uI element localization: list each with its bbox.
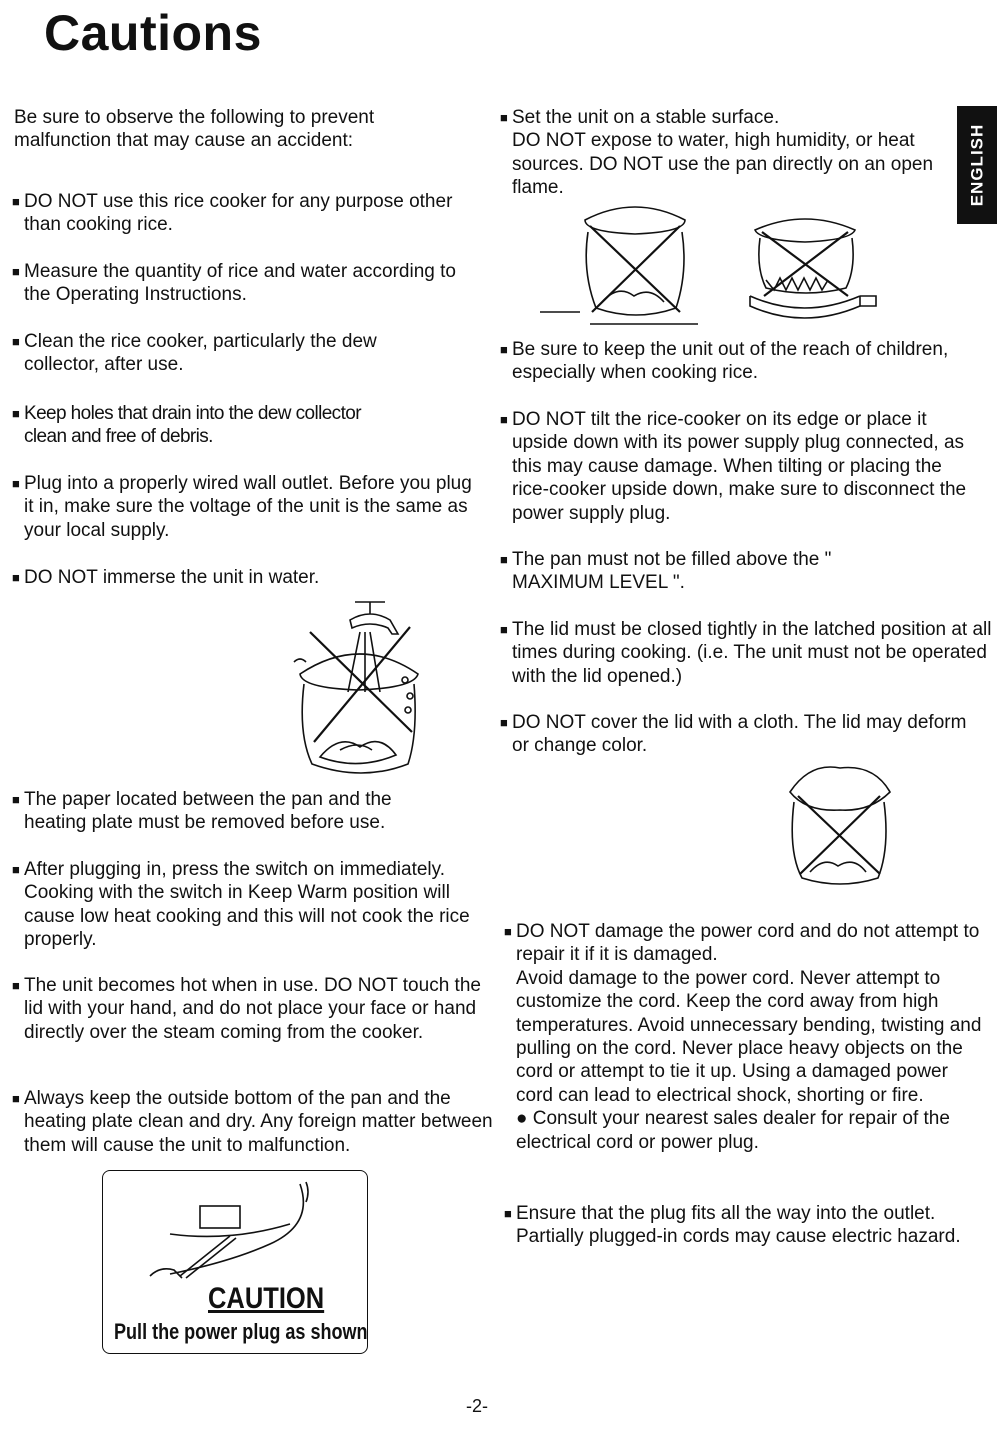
cooker-in-water-illustration bbox=[280, 592, 440, 782]
item-text: The paper located between the pan and the heating plate must be removed before use. bbox=[24, 789, 392, 834]
list-item bbox=[12, 974, 484, 1044]
bullet-icon: ■ bbox=[500, 622, 508, 637]
bullet-icon: ■ bbox=[12, 264, 20, 279]
item-text: DO NOT cover the lid with a cloth. The lid may deform or change color. bbox=[512, 712, 967, 757]
item-text: The lid must be closed tightly in the latched position at all times during cooking. (i.e. The unit must not be operated with the lid opened.) bbox=[512, 619, 992, 687]
list-item bbox=[500, 548, 872, 595]
bullet-icon: ■ bbox=[12, 978, 20, 993]
list-item bbox=[500, 106, 952, 200]
item-text: DO NOT tilt the rice-cooker on its edge or place it upside down with its power supply plug connected, as this may cause damage. When tilting or placing the rice-cooker upside down, make sure to disconnect the power supply plug. bbox=[512, 409, 967, 524]
item-text: Be sure to keep the unit out of the reach of children, especially when cooking rice. bbox=[512, 339, 949, 384]
intro-text: Be sure to observe the following to prevent malfunction that may cause an accident: bbox=[14, 107, 375, 152]
unstable-surface-illustration bbox=[540, 200, 890, 330]
item-text: Plug into a properly wired wall outlet. Before you plug it in, make sure the voltage of the unit is the same as your local supply. bbox=[24, 473, 472, 541]
list-item bbox=[504, 920, 986, 1154]
bullet-icon: ■ bbox=[500, 110, 508, 125]
language-tab-label: ENGLISH bbox=[967, 123, 986, 207]
list-item bbox=[12, 472, 474, 542]
bullet-icon: ■ bbox=[12, 194, 20, 209]
caution-heading: CAUTION bbox=[208, 1282, 325, 1315]
bullet-icon: ■ bbox=[12, 792, 20, 807]
list-item bbox=[12, 858, 489, 952]
item-text: DO NOT use this rice cooker for any purpose other than cooking rice. bbox=[24, 191, 453, 236]
item-heading: Set the unit on a stable surface. bbox=[512, 107, 780, 128]
item-subtext: ● Consult your nearest sales dealer for repair of the electrical cord or power plug. bbox=[516, 1108, 950, 1153]
language-tab bbox=[957, 106, 997, 224]
bullet-icon: ■ bbox=[12, 570, 20, 585]
covered-cooker-illustration bbox=[780, 762, 900, 892]
item-text: Measure the quantity of rice and water according to the Operating Instructions. bbox=[24, 261, 456, 306]
list-item bbox=[12, 402, 404, 449]
item-text: Ensure that the plug fits all the way into the outlet. Partially plugged-in cords may cause electric hazard. bbox=[516, 1203, 961, 1248]
bullet-icon: ■ bbox=[500, 342, 508, 357]
list-item bbox=[500, 408, 982, 525]
unplug-illustration bbox=[110, 1176, 360, 1286]
list-item bbox=[12, 330, 424, 377]
item-text: The unit becomes hot when in use. DO NOT touch the lid with your hand, and do not place your face or hand directly over the steam coming from the cooker. bbox=[24, 975, 481, 1043]
item-text: The pan must not be filled above the " MAXIMUM LEVEL ". bbox=[512, 549, 832, 594]
item-text: Always keep the outside bottom of the pan and the heating plate clean and dry. Any foreign matter between them will cause the unit to malfunction. bbox=[24, 1088, 493, 1156]
bullet-icon: ■ bbox=[504, 1206, 512, 1221]
item-text: Keep holes that drain into the dew collector clean and free of debris. bbox=[24, 403, 361, 448]
list-item bbox=[500, 711, 972, 758]
list-item bbox=[12, 190, 454, 237]
bullet-icon: ■ bbox=[504, 924, 512, 939]
bullet-icon: ■ bbox=[500, 412, 508, 427]
bullet-icon: ■ bbox=[500, 715, 508, 730]
page-number: -2- bbox=[466, 1396, 488, 1416]
item-heading: DO NOT damage the power cord and do not attempt to repair it if it is damaged. bbox=[516, 921, 980, 966]
bullet-icon: ■ bbox=[12, 862, 20, 877]
list-item bbox=[12, 1087, 494, 1157]
bullet-icon: ■ bbox=[500, 552, 508, 567]
bullet-icon: ■ bbox=[12, 476, 20, 491]
list-item bbox=[500, 338, 992, 385]
list-item bbox=[12, 566, 474, 589]
bullet-icon: ■ bbox=[12, 334, 20, 349]
caution-text: Pull the power plug as shown bbox=[114, 1319, 368, 1344]
item-text: DO NOT immerse the unit in water. bbox=[24, 567, 320, 588]
item-text: After plugging in, press the switch on immediately. Cooking with the switch in Keep Warm position will cause low heat cooking and this will not cook the rice properly. bbox=[24, 859, 470, 951]
list-item bbox=[12, 788, 444, 835]
list-item bbox=[504, 1202, 986, 1249]
item-text: DO NOT expose to water, high humidity, or heat sources. DO NOT use the pan directly on an open flame. bbox=[512, 130, 934, 199]
list-item bbox=[12, 260, 474, 307]
dot-icon: ● bbox=[516, 1108, 533, 1130]
item-text: Clean the rice cooker, particularly the dew collector, after use. bbox=[24, 331, 377, 376]
bullet-icon: ■ bbox=[12, 1091, 20, 1106]
page-title: Cautions bbox=[44, 5, 262, 61]
item-text: Avoid damage to the power cord. Never attempt to customize the cord. Keep the cord away from high temperatures. Avoid unnecessary bending, twisting and pulling on the cord. Never place heavy objects on the cord or attempt to tie it up. Using a damaged power cord can lead to electrical shock, shorting or fire. bbox=[516, 967, 982, 1106]
list-item bbox=[500, 618, 992, 688]
bullet-icon: ■ bbox=[12, 406, 20, 421]
